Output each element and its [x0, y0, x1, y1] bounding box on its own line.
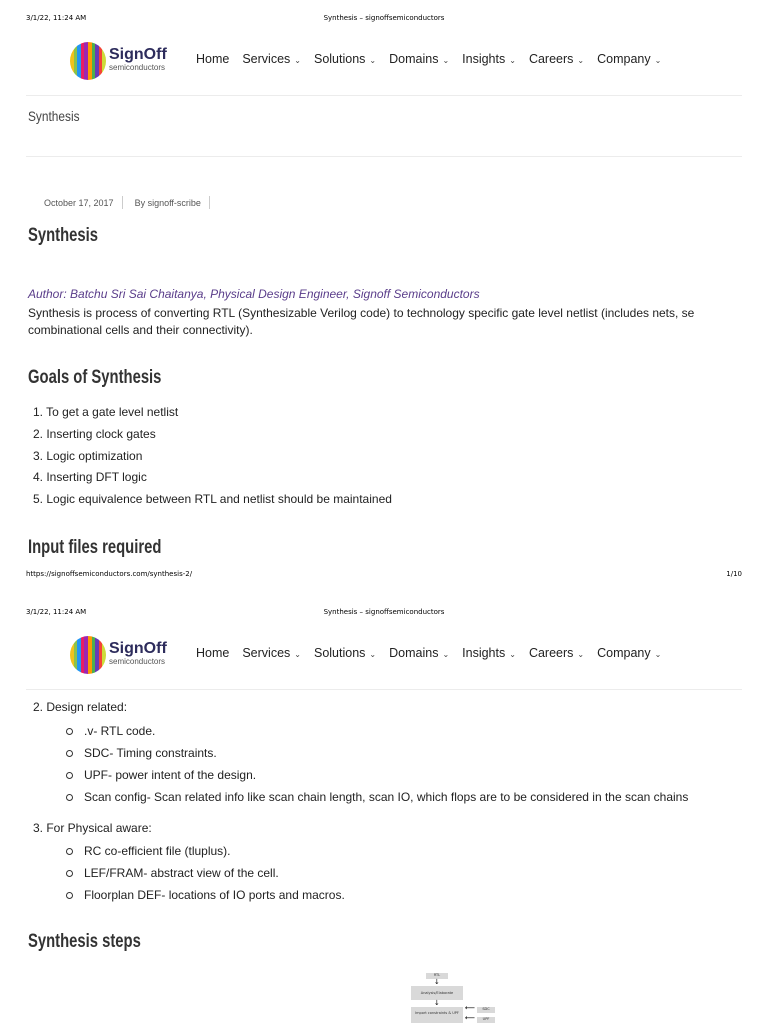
nav-item-company[interactable] [597, 646, 661, 660]
nav-item-careers[interactable] [529, 646, 584, 660]
nav-item-solutions[interactable] [314, 52, 376, 66]
print-header [0, 14, 768, 28]
logo-name: SignOff [109, 46, 167, 63]
list-item: UPF- power intent of the design. [66, 768, 768, 790]
list-item: 3. Logic optimization [33, 448, 143, 463]
steps-heading: Synthesis steps [28, 931, 141, 952]
nav-item-label: Home [196, 646, 230, 660]
post-meta [44, 198, 222, 209]
nav-item-label: Insights [462, 646, 506, 660]
print-header [0, 608, 768, 622]
nav-item-solutions[interactable] [314, 646, 376, 660]
logo-sub: semiconductors [109, 63, 166, 72]
post-author[interactable]: By signoff-scribe [134, 198, 201, 208]
nav-item-label: Home [196, 52, 230, 66]
author-line [28, 287, 480, 301]
nav-item-label: Solutions [313, 646, 366, 660]
nav-menu [196, 52, 674, 66]
synthesis-flow-diagram [405, 972, 505, 1024]
author-company-link[interactable]: Signoff Semiconductors [352, 287, 480, 301]
physical-aware-label: 3. For Physical aware: [33, 821, 152, 835]
article-title: Synthesis [28, 225, 99, 246]
inputs-heading: Input files required [28, 537, 162, 558]
list-item: .v- RTL code. [66, 724, 768, 746]
logo-sub: semiconductors [109, 657, 166, 666]
list-item: 2. Inserting clock gates [33, 426, 156, 441]
nav-menu [196, 646, 674, 660]
post-date[interactable]: October 17, 2017 [44, 198, 114, 208]
nav-item-careers[interactable] [529, 52, 584, 66]
site-navbar [0, 38, 768, 88]
goals-list [33, 405, 392, 514]
physical-files-list [66, 844, 768, 910]
logo-icon [70, 42, 106, 80]
nav-item-domains[interactable] [389, 646, 449, 660]
print-page-number: 1/10 [726, 570, 742, 578]
divider [26, 95, 742, 96]
intro-paragraph [28, 305, 768, 339]
author-prefix: Author: [28, 287, 71, 301]
print-date: 3/1/22, 11:24 AM [26, 608, 87, 616]
chevron-down-icon: ⌄ [369, 56, 377, 65]
arrow-down-icon: ↓ [434, 999, 440, 1007]
nav-item-label: Domains [389, 52, 439, 66]
chevron-down-icon: ⌄ [654, 650, 662, 659]
design-files-list [66, 724, 768, 812]
nav-item-company[interactable] [597, 52, 661, 66]
list-item: 5. Logic equivalence between RTL and netlist should be maintained [33, 492, 392, 507]
arrow-left-icon: ⟵ [465, 1004, 476, 1012]
author-role: , Physical Design Engineer, [203, 287, 353, 301]
nav-item-label: Company [597, 646, 651, 660]
nav-item-insights[interactable] [462, 646, 516, 660]
divider [26, 689, 742, 690]
print-date: 3/1/22, 11:24 AM [26, 14, 87, 22]
list-item: RC co-efficient file (tluplus). [66, 844, 768, 866]
site-navbar [0, 632, 768, 682]
chevron-down-icon: ⌄ [509, 56, 516, 65]
chevron-down-icon: ⌄ [509, 650, 516, 659]
meta-divider [122, 196, 123, 209]
list-item: SDC- Timing constraints. [66, 746, 768, 768]
meta-divider [209, 196, 210, 209]
intro-line: combinational cells and their connectivity). [28, 323, 253, 337]
flow-box-rtl: RTL [426, 973, 448, 979]
chevron-down-icon: ⌄ [577, 650, 585, 659]
nav-item-label: Careers [528, 646, 574, 660]
flow-box-analysis: Analysis/Elaborate [411, 986, 463, 1000]
list-item: Floorplan DEF- locations of IO ports and macros. [66, 888, 768, 910]
divider [26, 156, 742, 157]
nav-item-home[interactable] [196, 646, 229, 660]
list-item: 4. Inserting DFT logic [33, 470, 147, 485]
logo-stripe [102, 42, 106, 80]
flow-input-sdc: SDC [477, 1007, 495, 1013]
intro-line: Synthesis is process of converting RTL (Synthesizable Verilog code) to technology specific gate level netlist (includes nets, se [28, 306, 695, 320]
nav-item-label: Insights [462, 52, 506, 66]
goals-heading: Goals of Synthesis [28, 367, 162, 388]
list-item: Scan config- Scan related info like scan chain length, scan IO, which flops are to be considered in the scan chains [66, 790, 768, 812]
list-item: 1. To get a gate level netlist [33, 405, 179, 419]
nav-item-domains[interactable] [389, 52, 449, 66]
site-logo[interactable] [70, 42, 170, 82]
site-logo[interactable] [70, 636, 170, 676]
nav-item-label: Services [242, 52, 291, 66]
logo-name: SignOff [109, 640, 167, 657]
chevron-down-icon: ⌄ [654, 56, 662, 65]
nav-item-insights[interactable] [462, 52, 516, 66]
nav-item-label: Domains [389, 646, 439, 660]
chevron-down-icon: ⌄ [294, 650, 301, 659]
nav-item-services[interactable] [242, 646, 301, 660]
chevron-down-icon: ⌄ [294, 56, 301, 65]
chevron-down-icon: ⌄ [442, 56, 450, 65]
print-title: Synthesis – signoffsemiconductors [323, 608, 445, 616]
arrow-left-icon: ⟵ [465, 1014, 476, 1022]
print-url: https://signoffsemiconductors.com/synthesis-2/ [26, 570, 193, 578]
chevron-down-icon: ⌄ [442, 650, 450, 659]
nav-item-label: Company [597, 52, 651, 66]
arrow-down-icon: ↓ [434, 978, 440, 986]
print-title: Synthesis – signoffsemiconductors [323, 14, 445, 22]
page-breadcrumb-title: Synthesis [28, 108, 80, 124]
nav-item-home[interactable] [196, 52, 229, 66]
chevron-down-icon: ⌄ [369, 650, 377, 659]
logo-icon [70, 636, 106, 674]
chevron-down-icon: ⌄ [577, 56, 585, 65]
logo-stripe [102, 636, 106, 674]
flow-input-upf: UPF [477, 1017, 495, 1023]
nav-item-label: Careers [528, 52, 574, 66]
design-related-label: 2. Design related: [33, 700, 128, 714]
nav-item-label: Services [242, 646, 291, 660]
nav-item-services[interactable] [242, 52, 301, 66]
flow-box-import-constraints: Import constraints & UPF [411, 1007, 463, 1023]
list-item: LEF/FRAM- abstract view of the cell. [66, 866, 768, 888]
nav-item-label: Solutions [313, 52, 366, 66]
author-name-link[interactable]: Batchu Sri Sai Chaitanya [70, 287, 204, 301]
